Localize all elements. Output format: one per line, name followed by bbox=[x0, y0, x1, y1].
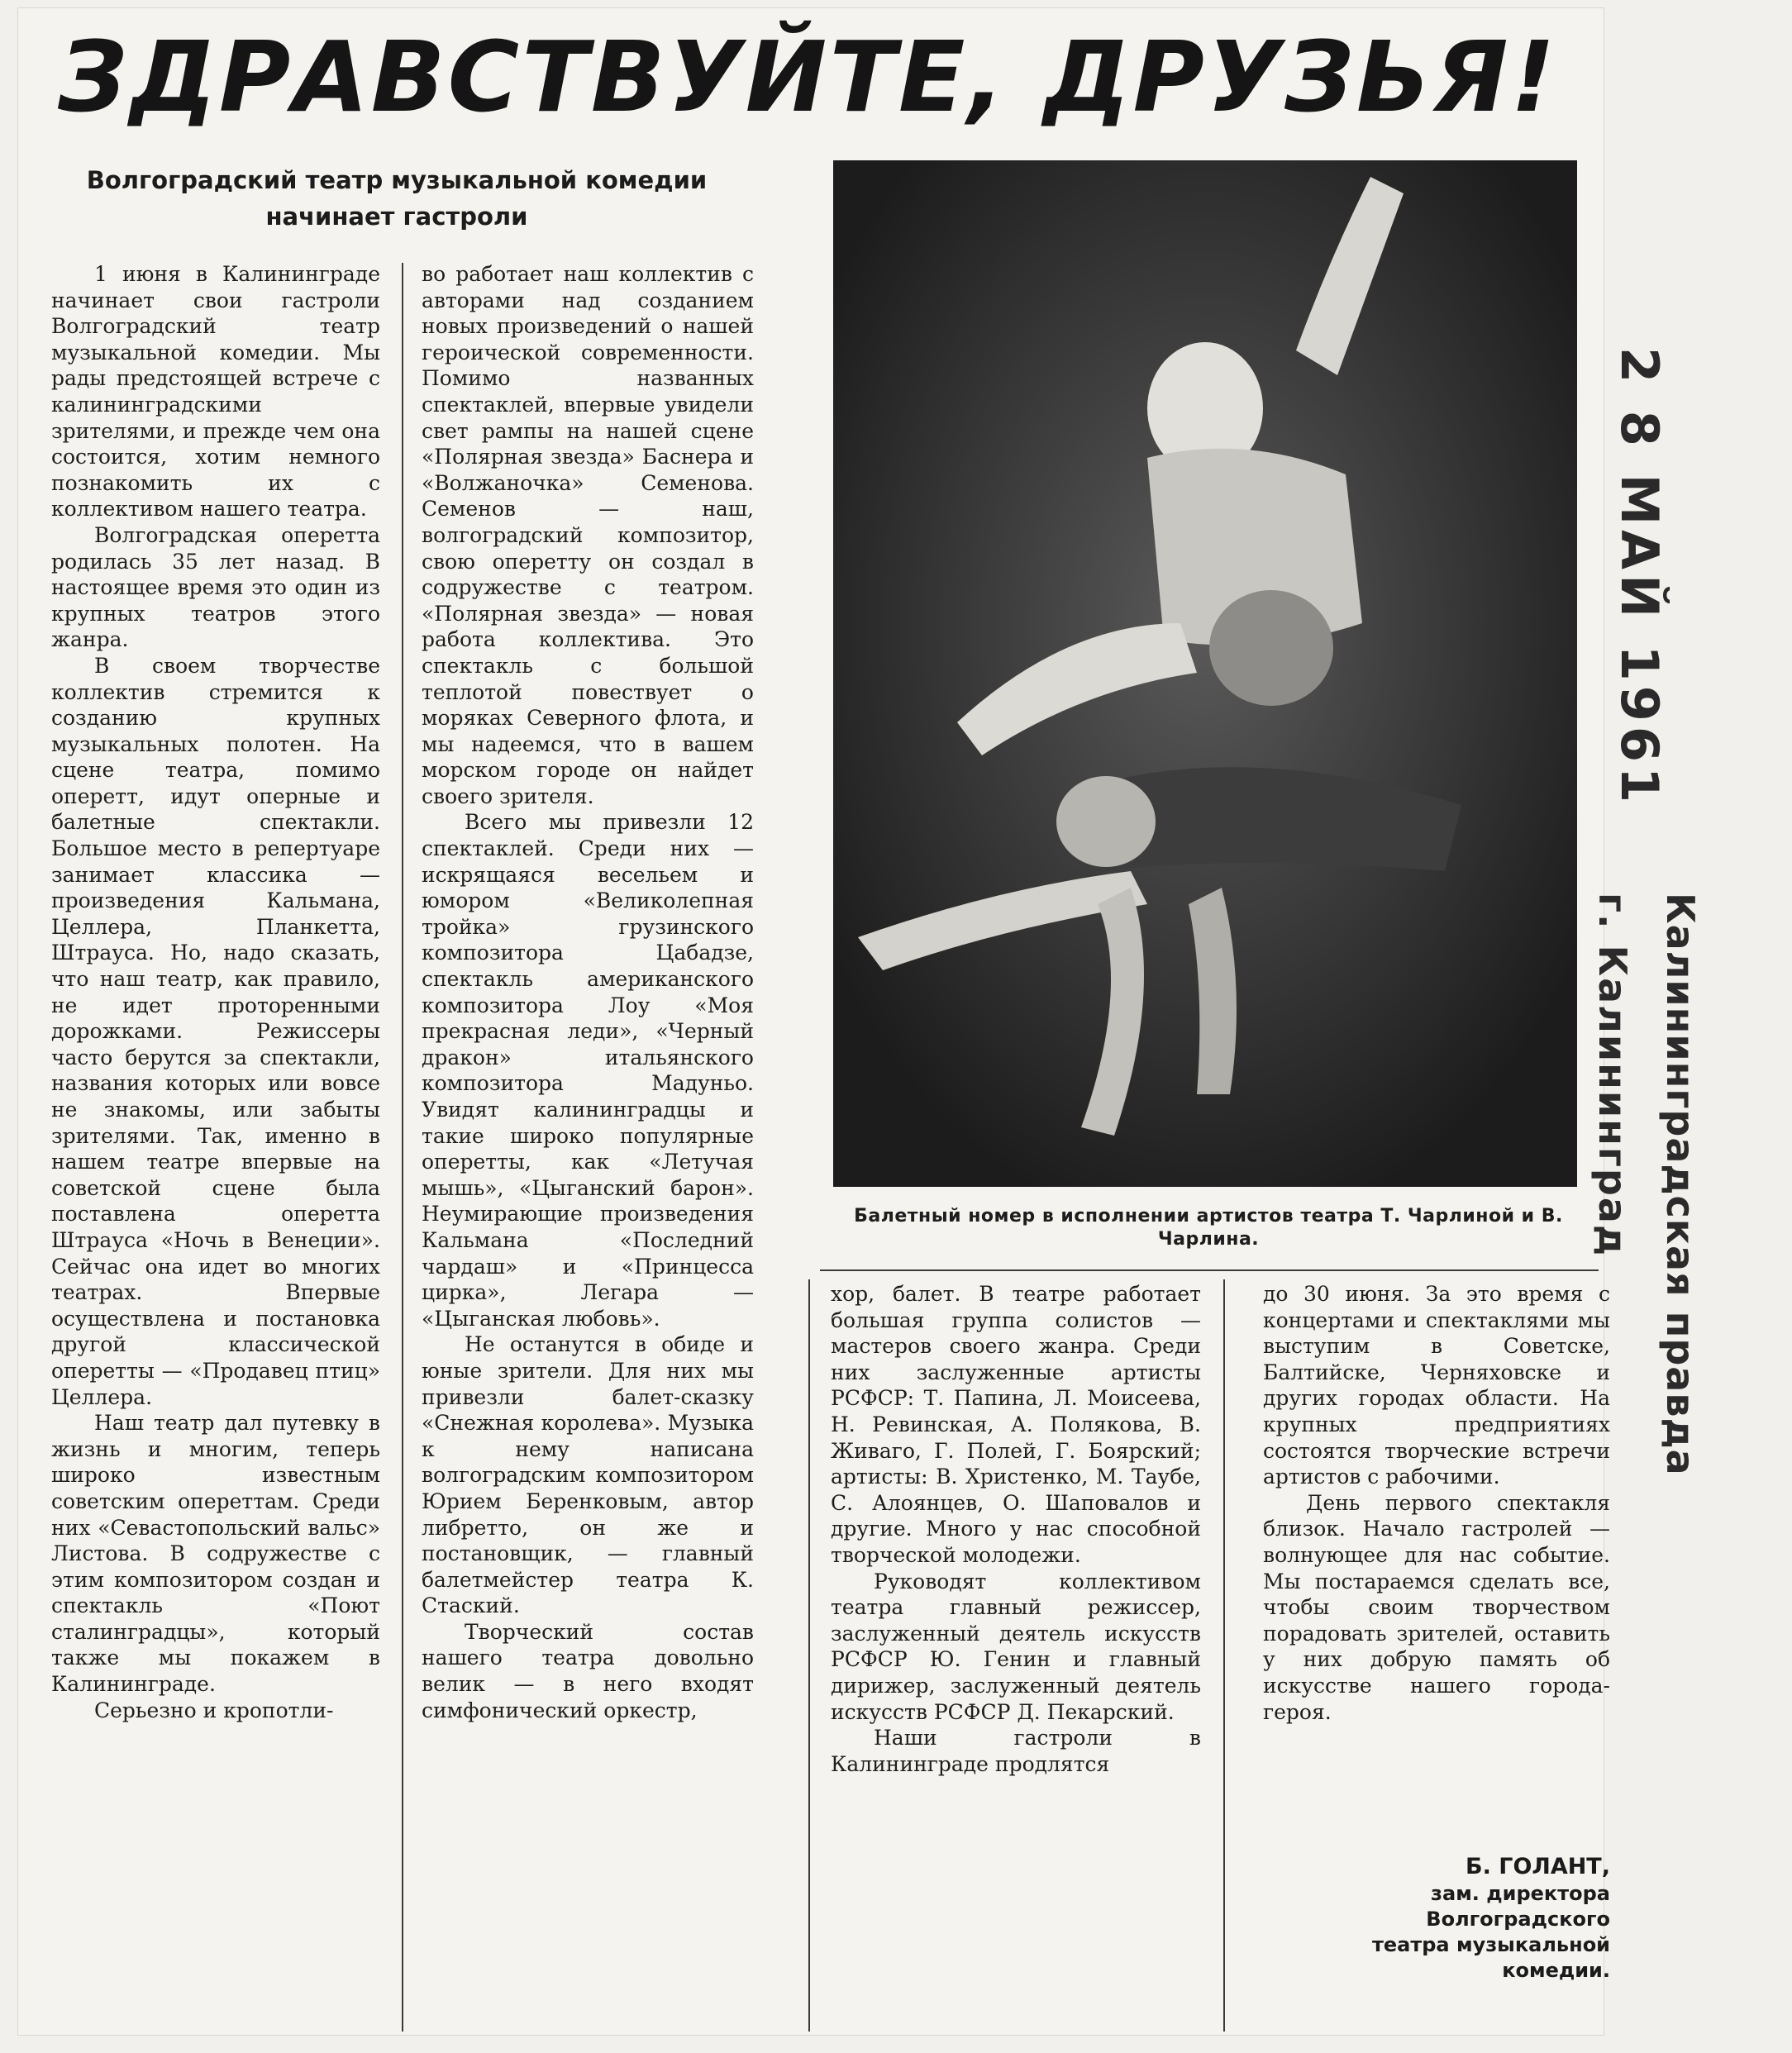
paragraph: В своем творчестве коллектив стремится к созданию крупных музыкальных полотен. На сцене театра, помимо оперетт, идут оперные и балетные спектакли. Большое место в репертуаре занимает классика — произведения Кальмана, Целлера, Планкетта, Штрауса. Но, надо сказать, что наш театр, как правило, не идет проторенными дорожками. Режиссеры часто берутся за спектакли, названия которых или вовсе не знакомы, или забыты зрителями. Так, именно в нашем театре впервые на советской сцене была поставлена оперетта Штрауса «Ночь в Венеции». Сейчас она идет во многих театрах. Впервые осуществлена и постановка другой классической оперетты — «Продавец птиц» Целлера. bbox=[51, 653, 380, 1409]
author-title-line: зам. директора bbox=[1431, 1882, 1610, 1905]
column-divider bbox=[402, 263, 403, 2032]
photo-caption: Балетный номер в исполнении артистов театра Т. Чарлиной и В. Чарлина. bbox=[854, 1206, 1563, 1250]
article-column-1 bbox=[51, 261, 380, 2038]
paragraph: во работает наш коллектив с авторами над созданием новых произведений о нашей героической современности. Помимо названных спектаклей, впервые увидели свет рампы на нашей сцене «Полярная звезда» Баснера и «Волжаночка» Семенова. Семенов — наш, волгоградский композитор, свою оперетту он создал в содружестве с театром. «Полярная звезда» — новая работа коллектива. Это спектакль с большой теплотой повествует о моряках Северного флота, и мы надеемся, что в вашем морском городе он найдет своего зрителя. bbox=[422, 262, 754, 808]
paragraph: до 30 июня. За это время с концертами и спектаклями мы выступим в Советске, Балтийске, Черняховске и других городах области. На крупных предприятиях состоятся творческие встречи артистов с рабочими. bbox=[1263, 1282, 1610, 1489]
paragraph: Волгоградская оперетта родилась 35 лет назад. В настоящее время это один из крупных театров этого жанра. bbox=[51, 522, 380, 652]
paragraph: Творческий состав нашего театра довольно велик — в него входят симфонический оркестр, bbox=[422, 1619, 754, 1722]
newspaper-name-stamp: Калининградская правда bbox=[1658, 893, 1703, 1476]
ballet-dancers-image bbox=[833, 160, 1577, 1187]
paragraph: Не останутся в обиде и юные зрители. Для них мы привезли балет-сказку «Снежная королева». Музыка к нему написана волгоградским композитором Юрием Беренковым, автор либретто, он же и постановщик, — главный балетмейстер театра К. Стаский. bbox=[422, 1332, 754, 1618]
photo-bottom-rule bbox=[820, 1269, 1599, 1271]
column-divider bbox=[1223, 1279, 1225, 2032]
article-column-3 bbox=[831, 1281, 1201, 2038]
subheadline: Волгоградский театр музыкальной комедии начинает гастроли bbox=[86, 166, 708, 231]
date-stamp: 2 8 МАЙ 1961 bbox=[1609, 347, 1670, 808]
ballerina-head-shape bbox=[1056, 776, 1156, 867]
paragraph: Серьезно и кропотли- bbox=[94, 1698, 334, 1722]
author-title-line: театра музыкальной bbox=[1371, 1933, 1610, 1956]
author-name: Б. ГОЛАНТ, bbox=[1466, 1854, 1610, 1879]
article-column-2 bbox=[422, 261, 754, 2038]
column-divider bbox=[808, 1279, 810, 2032]
article-column-4 bbox=[1263, 1281, 1610, 1843]
paragraph: Наш театр дал путевку в жизнь и многим, теперь широко известным советским опереттам. Среди них «Севастопольский вальс» Листова. В содружестве с этим композитором создан и спектакль «Поют сталинградцы», который также мы покажем в Калининграде. bbox=[51, 1411, 380, 1697]
author-signature bbox=[1265, 1854, 1610, 1984]
paragraph: Руководят коллективом театра главный режиссер, заслуженный деятель искусств РСФСР Ю. Генин и главный дирижер, заслуженный деятель искусств РСФСР Д. Пекарский. bbox=[831, 1569, 1201, 1724]
second-dancer-head-shape bbox=[1209, 590, 1333, 706]
paragraph: День первого спектакля близок. Начало гастролей — волнующее для нас событие. Мы постараемся сделать все, чтобы своим творчеством порадовать зрителей, оставить у них добрую память об искусстве нашего города-героя. bbox=[1263, 1490, 1610, 1724]
author-title-line: Волгоградского bbox=[1426, 1908, 1610, 1931]
paragraph: Всего мы привезли 12 спектаклей. Среди них — искрящаяся весельем и юмором «Великолепная тройка» грузинского композитора Цабадзе, спектакль американского композитора Лоу «Моя прекрасная леди», «Черный дракон» итальянского композитора Мадуньо. Увидят калининградцы и такие широко популярные оперетты, как «Летучая мышь», «Цыганский барон». Неумирающие произведения Кальмана «Последний чардаш» и «Принцесса цирка», Легара — «Цыганская любовь». bbox=[422, 810, 754, 1331]
city-stamp: г. Калининград bbox=[1590, 893, 1635, 1258]
paragraph: хор, балет. В театре работает большая группа солистов — мастеров своего жанра. Среди них заслуженные артисты РСФСР: Т. Папина, Л. Моисеева, Н. Ревинская, А. Полякова, В. Живаго, Г. Полей, Г. Боярский; артисты: В. Христенко, М. Таубе, С. Алоянцев, О. Шаповалов и другие. Много у нас способной творческой молодежи. bbox=[831, 1282, 1201, 1567]
author-title-line: комедии. bbox=[1502, 1959, 1610, 1982]
paragraph: 1 июня в Калининграде начинает свои гастроли Волгоградский театр музыкальной комедии. Мы рады предстоящей встрече с калининградскими зрителями, и прежде чем она состоится, хотим немного познакомить их с коллективом нашего театра. bbox=[51, 262, 380, 522]
paragraph: Наши гастроли в Калининграде продлятся bbox=[831, 1726, 1201, 1776]
ballet-photo bbox=[833, 160, 1577, 1187]
headline: ЗДРАВСТВУЙТЕ, ДРУЗЬЯ! bbox=[58, 20, 1558, 134]
